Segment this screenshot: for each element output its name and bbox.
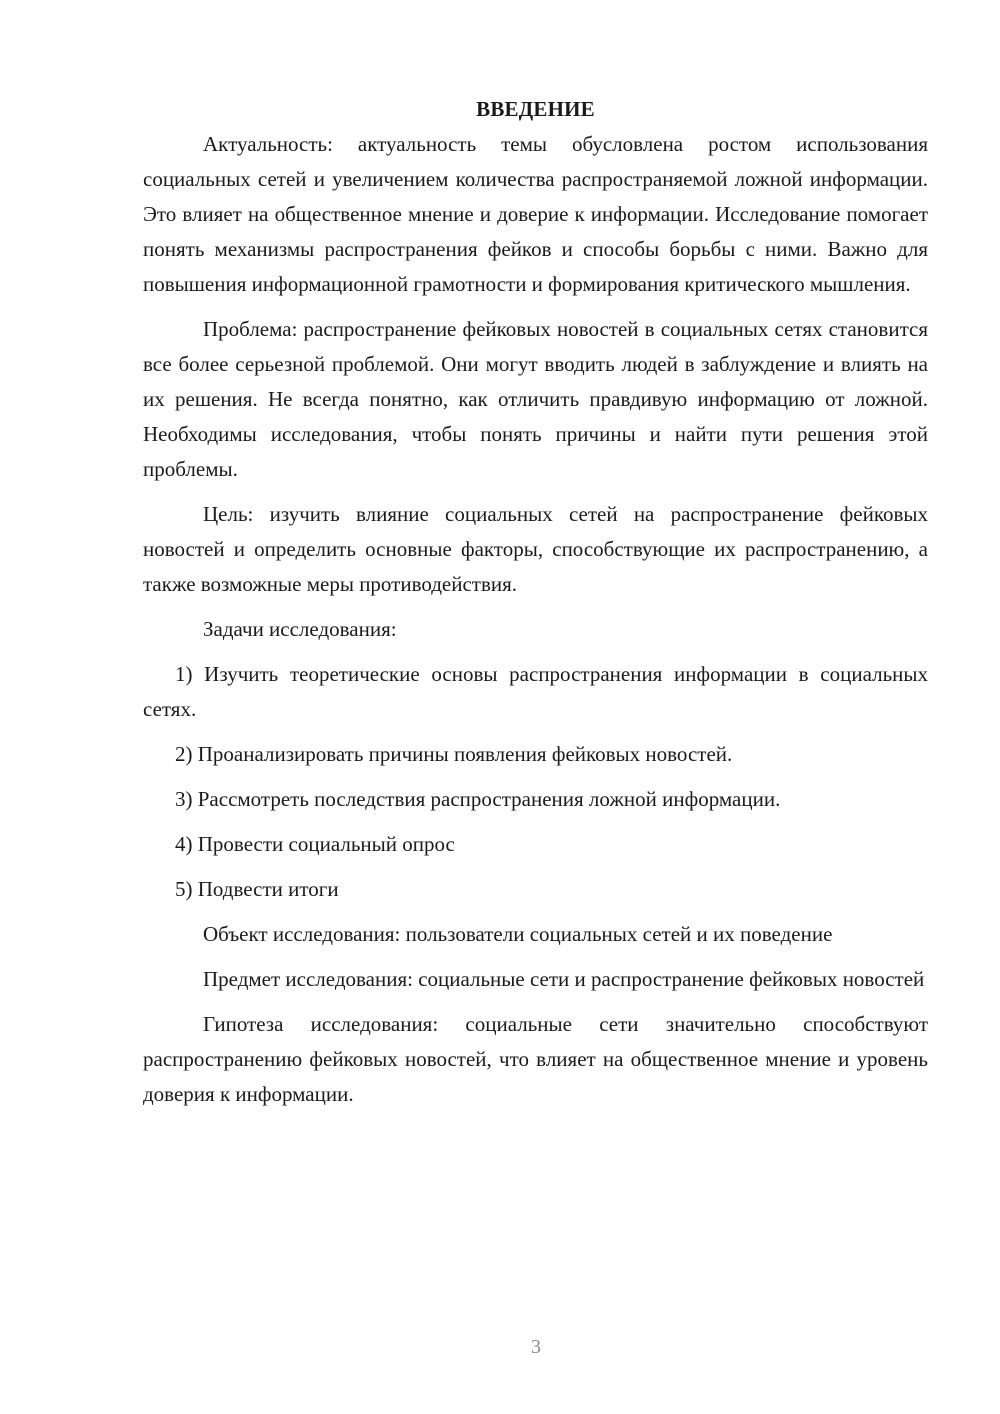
paragraph-problem: Проблема: распространение фейковых новостей в социальных сетях становится все более серьезной проблемой. Они могут вводить людей в заблуждение и влиять на их решения. Не всегда понятно, как отличить правдивую информацию от ложной. Необходимы исследования, чтобы понять причины и найти пути решения этой проблемы. (143, 317, 928, 481)
task-item-4: 4) Провести социальный опрос (175, 832, 455, 856)
page-number: 3 (531, 1336, 541, 1358)
task-item-3: 3) Рассмотреть последствия распространения ложной информации. (175, 787, 781, 811)
paragraph-relevance: Актуальность: актуальность темы обусловлена ростом использования социальных сетей и увеличением количества распространяемой ложной информации. Это влияет на общественное мнение и доверие к информации. Исследование помогает понять механизмы распространения фейков и способы борьбы с ними. Важно для повышения информационной грамотности и формирования критического мышления. (143, 132, 928, 296)
page-content (143, 92, 928, 1122)
paragraph-subject: Предмет исследования: социальные сети и распространение фейковых новостей (203, 967, 925, 991)
paragraph-hypothesis: Гипотеза исследования: социальные сети значительно способствуют распространению фейковых новостей, что влияет на общественное мнение и уровень доверия к информации. (143, 1012, 928, 1106)
paragraph-object: Объект исследования: пользователи социальных сетей и их поведение (203, 922, 833, 946)
task-item-5: 5) Подвести итоги (175, 877, 339, 901)
paragraph-tasks-heading: Задачи исследования: (203, 617, 397, 641)
task-item-1: 1) Изучить теоретические основы распространения информации в социальных сетях. (143, 662, 928, 721)
task-item-2: 2) Проанализировать причины появления фейковых новостей. (175, 742, 733, 766)
section-heading: ВВЕДЕНИЕ (476, 97, 595, 121)
paragraph-goal: Цель: изучить влияние социальных сетей на распространение фейковых новостей и определить основные факторы, способствующие их распространению, а также возможные меры противодействия. (143, 502, 928, 596)
